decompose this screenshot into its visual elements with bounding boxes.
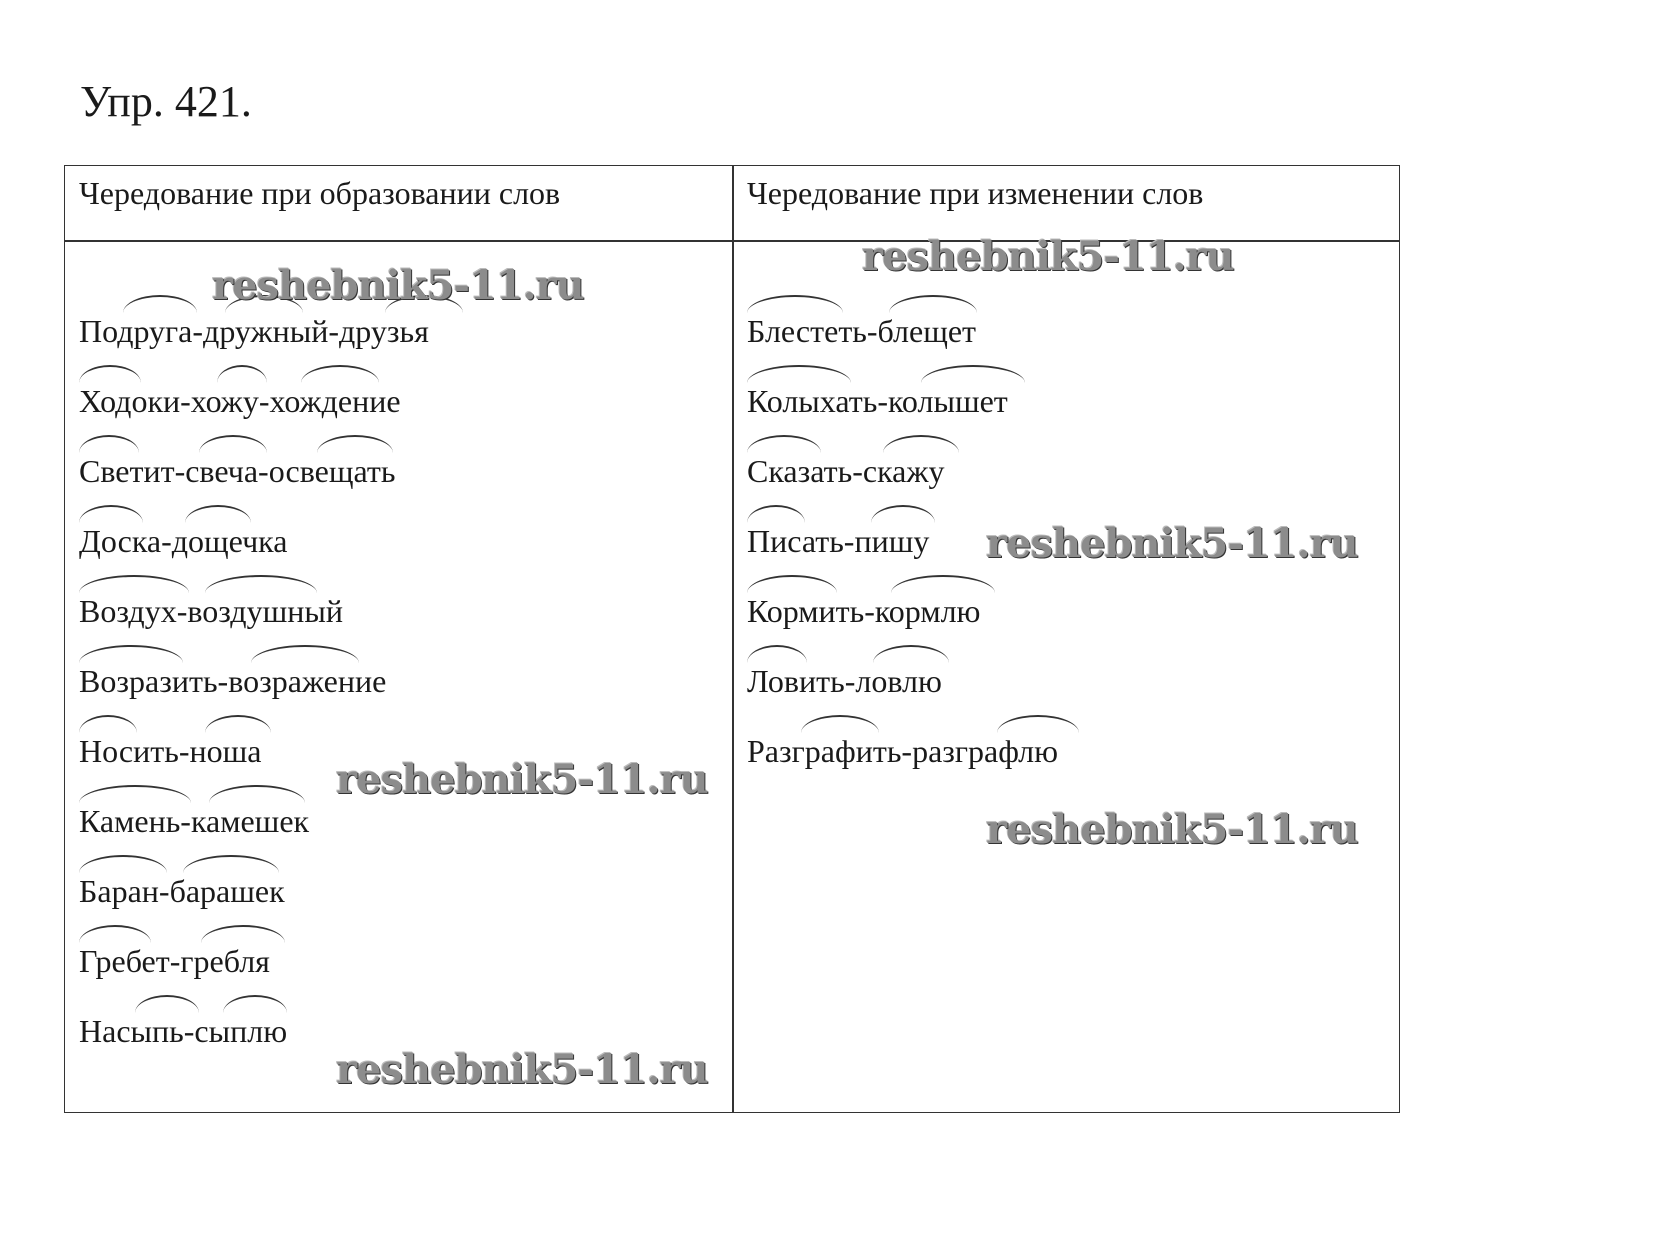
list-item: Камень-камешек bbox=[79, 805, 309, 845]
list-item: Писать-пишу bbox=[747, 525, 929, 565]
list-item: Разграфить-разграфлю bbox=[747, 735, 1058, 775]
exercise-title: Упр. 421. bbox=[80, 77, 252, 126]
list-item: Светит-свеча-освещать bbox=[79, 455, 395, 495]
watermark: reshebnik5-11.ru bbox=[986, 520, 1358, 567]
watermark: reshebnik5-11.ru bbox=[212, 262, 584, 309]
list-item: Гребет-гребля bbox=[79, 945, 270, 985]
list-item: Носить-ноша bbox=[79, 735, 261, 775]
column-divider bbox=[732, 166, 734, 1112]
list-item: Насыпь-сыплю bbox=[79, 1015, 287, 1055]
list-item: Ловить-ловлю bbox=[747, 665, 942, 705]
list-item: Доска-дощечка bbox=[79, 525, 287, 565]
list-item: Ходоки-хожу-хождение bbox=[79, 385, 401, 425]
watermark: reshebnik5-11.ru bbox=[336, 756, 708, 803]
watermark: reshebnik5-11.ru bbox=[986, 806, 1358, 853]
list-item: Возразить-возражение bbox=[79, 665, 386, 705]
list-item: Сказать-скажу bbox=[747, 455, 944, 495]
header-word-formation: Чередование при образовании слов bbox=[79, 175, 561, 211]
list-item: Колыхать-колышет bbox=[747, 385, 1008, 425]
list-item: Блестеть-блещет bbox=[747, 315, 976, 355]
list-item: Кормить-кормлю bbox=[747, 595, 980, 635]
list-item: Подруга-дружный-друзья bbox=[79, 315, 429, 355]
header-word-change: Чередование при изменении слов bbox=[747, 175, 1204, 211]
list-item: Воздух-воздушный bbox=[79, 595, 343, 635]
list-item: Баран-барашек bbox=[79, 875, 285, 915]
watermark: reshebnik5-11.ru bbox=[336, 1046, 708, 1093]
watermark: reshebnik5-11.ru bbox=[862, 233, 1234, 280]
